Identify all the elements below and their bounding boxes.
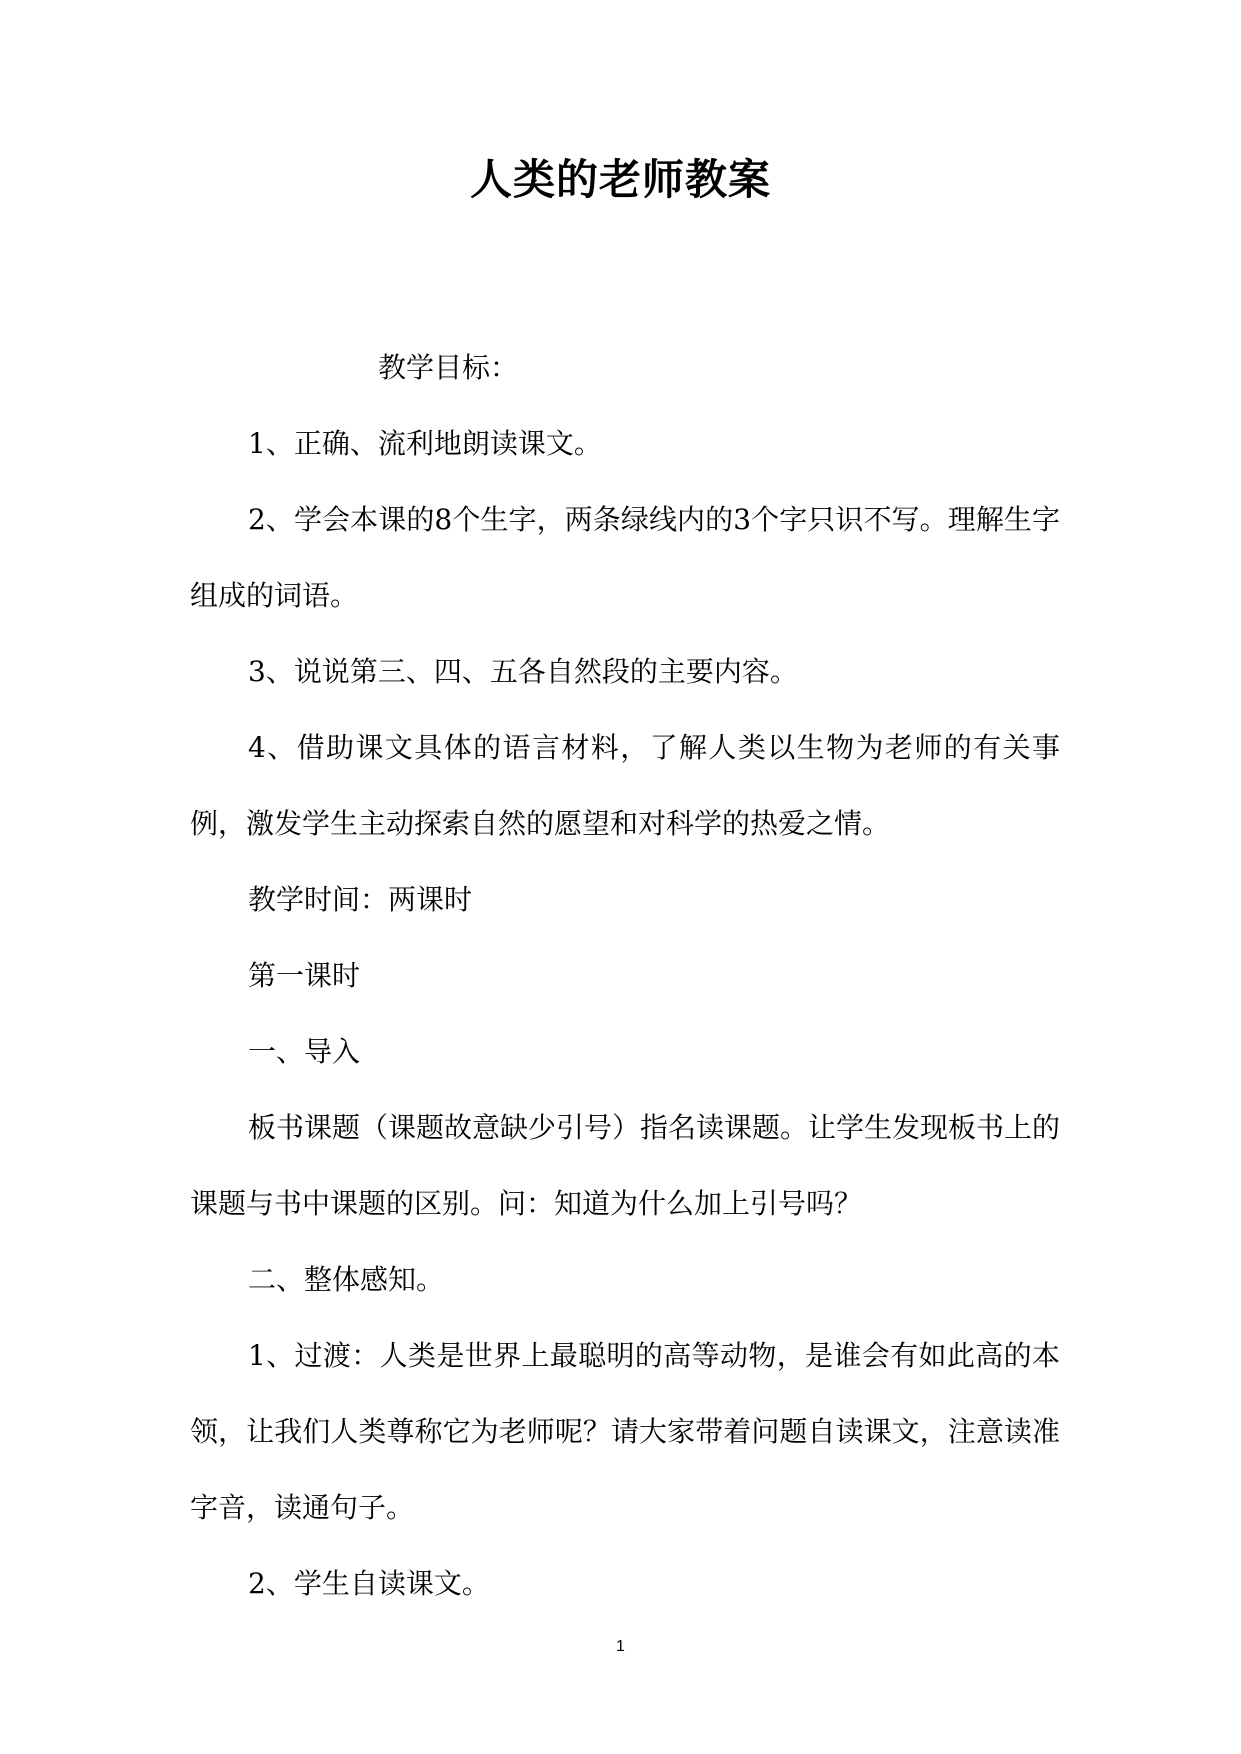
paragraph: 3、说说第三、四、五各自然段的主要内容。 <box>248 655 798 688</box>
paragraph: 2、学生自读课文。 <box>248 1567 490 1600</box>
paragraph: 4、借助课文具体的语言材料，了解人类以生物为老师的有关事例，激发学生主动探索自然的愿望和对科学的热爱之情。 <box>190 731 1060 840</box>
paragraph: 二、整体感知。 <box>248 1263 445 1296</box>
objectives-heading: 教学目标： <box>378 351 519 384</box>
paragraph: 第一课时 <box>248 959 361 992</box>
page-title: 人类的老师教案 <box>469 155 771 204</box>
page-number: 1 <box>616 1638 625 1655</box>
paragraph: 2、学会本课的8个生字，两条绿线内的3个字只识不写。理解生字组成的词语。 <box>190 503 1060 612</box>
paragraph: 板书课题（课题故意缺少引号）指名读课题。让学生发现板书上的课题与书中课题的区别。问：知道为什么加上引号吗？ <box>190 1111 1061 1220</box>
paragraph: 1、过渡：人类是世界上最聪明的高等动物，是谁会有如此高的本领，让我们人类尊称它为老师呢？请大家带着问题自读课文，注意读准字音，读通句子。 <box>190 1339 1060 1524</box>
paragraph: 一、导入 <box>248 1035 361 1068</box>
paragraph: 教学时间：两课时 <box>248 883 473 916</box>
paragraph: 1、正确、流利地朗读课文。 <box>248 427 602 460</box>
document-body <box>190 330 1060 1622</box>
